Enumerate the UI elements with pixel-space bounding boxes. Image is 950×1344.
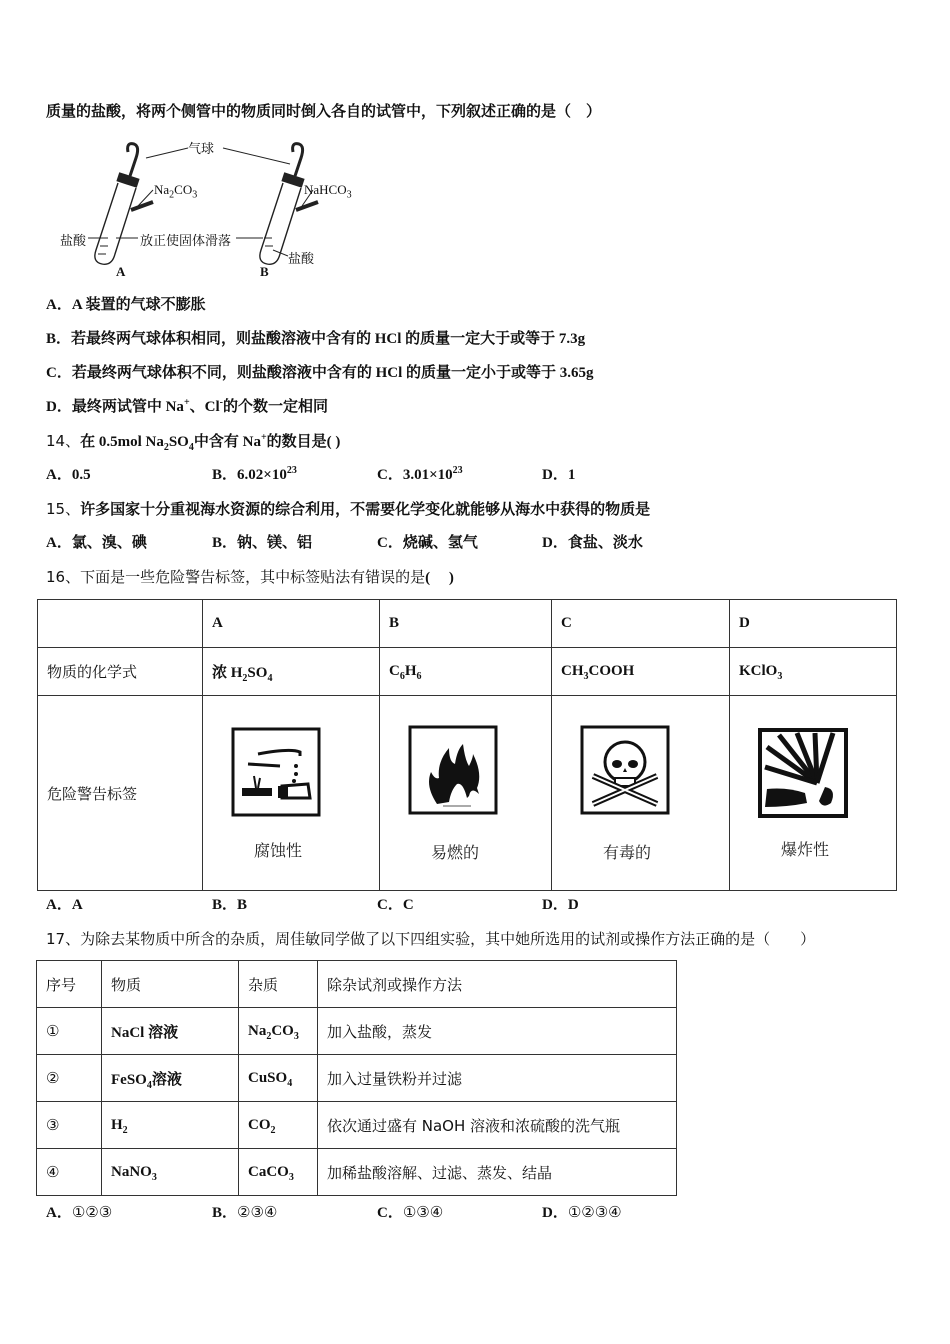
subscript: 2: [266, 1030, 272, 1042]
formula-text: KClO: [739, 663, 778, 679]
table-header-row: [37, 961, 677, 1008]
subscript: 4: [267, 673, 273, 684]
option-letter: A．: [46, 535, 72, 551]
table-header-a: A: [203, 600, 380, 648]
label-cell-d: [730, 696, 897, 891]
toxic-icon: [579, 724, 671, 816]
acid-label-right: 盐酸: [288, 252, 315, 267]
q13-stem: 质量的盐酸，将两个侧管中的物质同时倒入各自的试管中，下列叙述正确的是（ ）: [46, 104, 602, 120]
option-text: 若最终两气球体积相同，则盐酸溶液中含有的 HCl 的质量一定大于或等于 7.3g: [71, 331, 586, 347]
stem-text: 下面是一些危险警告标签，其中标签贴法有错误的是: [80, 568, 426, 586]
table-cell: [38, 600, 203, 648]
q15-option-d: [542, 533, 643, 553]
subscript: 6: [399, 671, 405, 682]
table-row: [37, 1055, 677, 1102]
impurity-removal-table: [36, 960, 677, 1196]
option-letter: C．: [377, 535, 403, 551]
q14-option-a: [46, 465, 91, 485]
table-header-d: D: [730, 600, 897, 648]
row-method: 加入盐酸，蒸发: [318, 1008, 677, 1055]
subscript: 4: [287, 1077, 293, 1089]
row-impurity: [239, 1055, 318, 1102]
option-text: B: [237, 897, 248, 913]
row-index: ①: [37, 1008, 102, 1055]
table-row: [38, 648, 897, 696]
subscript: 2: [270, 1124, 276, 1136]
table-row: [37, 1102, 677, 1149]
option-text: A: [71, 897, 83, 913]
formula-text: CuSO: [248, 1069, 288, 1086]
option-letter: A．: [46, 467, 72, 483]
option-letter: C．: [377, 897, 403, 913]
formula-text: Na: [248, 1022, 267, 1039]
option-letter: A．: [46, 897, 72, 913]
exponent: 23: [452, 465, 463, 476]
table-header-row: [38, 600, 897, 648]
option-letter: C．: [46, 365, 72, 381]
label-cell-b: [380, 696, 552, 891]
formula-text: CO: [248, 1116, 271, 1133]
subscript: 3: [151, 1171, 157, 1183]
row-substance: [102, 1102, 239, 1149]
superscript: +: [260, 432, 267, 443]
stem-text: SO: [168, 434, 189, 450]
option-text: D: [567, 897, 579, 913]
option-letter: B．: [212, 467, 238, 483]
option-letter: B．: [212, 897, 238, 913]
formula-cell-d: [730, 648, 897, 696]
q15-option-c: [377, 533, 478, 553]
nahco3-label: NaHCO$_3$: [304, 182, 352, 201]
formula-text: C: [389, 663, 400, 679]
label-cell-a: [203, 696, 380, 891]
q16-option-d: [542, 895, 579, 915]
row-impurity: [239, 1149, 318, 1196]
stem-text: 许多国家十分重视海水资源的综合利用，不需要化学变化就能够从海水中获得的物质是: [80, 502, 651, 518]
option-text: 6.02×10: [237, 467, 287, 483]
superscript: +: [183, 397, 190, 408]
na2co3-label: $Na_2CO_3$: [154, 182, 198, 201]
table-header-b: B: [380, 600, 552, 648]
answer-blank: ( ): [425, 570, 454, 586]
option-letter: C．: [377, 467, 403, 483]
option-letter: D．: [542, 897, 568, 913]
formula-text: SO: [247, 665, 268, 681]
q13-apparatus-figure: [58, 138, 368, 283]
formula-text: NaCl 溶液: [111, 1024, 179, 1041]
option-letter: A．: [46, 1205, 72, 1221]
middle-label: 放正使固体滑落: [140, 234, 232, 249]
subscript: 3: [293, 1030, 299, 1042]
subscript: 2: [122, 1124, 128, 1136]
option-text: 食盐、淡水: [567, 535, 643, 551]
subscript: 4: [146, 1079, 152, 1091]
q14-stem: [46, 431, 340, 452]
q17-stem: [46, 929, 815, 949]
row-index: ④: [37, 1149, 102, 1196]
subscript: 3: [288, 1171, 294, 1183]
subscript: 3: [583, 671, 589, 682]
row-index: ②: [37, 1055, 102, 1102]
acid-label-left: 盐酸: [60, 234, 87, 249]
option-text: ①②③④: [567, 1203, 622, 1221]
formula-text: CH: [561, 663, 584, 679]
corrosive-icon: [230, 726, 322, 818]
label-cell-c: [552, 696, 730, 891]
table-header-c: C: [552, 600, 730, 648]
q16-option-b: [212, 895, 247, 915]
option-letter: D．: [542, 535, 568, 551]
option-letter: D．: [542, 467, 568, 483]
row-substance: [102, 1008, 239, 1055]
test-tube-diagram: [58, 138, 368, 283]
option-text: 钠、镁、铝: [237, 535, 313, 551]
formula-cell-b: [380, 648, 552, 696]
hazard-label-table: [37, 599, 897, 891]
question-number: 17、: [46, 930, 81, 948]
table-row: [37, 1149, 677, 1196]
header-impurity: 杂质: [239, 961, 318, 1008]
option-text: 的个数一定相同: [223, 399, 329, 415]
formula-text: COOH: [588, 663, 635, 679]
q13-option-d: [46, 397, 328, 417]
row-impurity: [239, 1102, 318, 1149]
header-method: 除杂试剂或操作方法: [318, 961, 677, 1008]
row-method: 加入过量铁粉并过滤: [318, 1055, 677, 1102]
formula-text: CO: [271, 1022, 294, 1039]
formula-text: CaCO: [248, 1163, 289, 1180]
q13-option-b: [46, 329, 585, 349]
row-index: ③: [37, 1102, 102, 1149]
option-text: ①③④: [402, 1203, 444, 1221]
q15-option-a: [46, 533, 147, 553]
tube-b-label: B: [260, 264, 269, 279]
formula-cell-c: [552, 648, 730, 696]
label-caption: 腐蚀性: [254, 840, 303, 860]
header-index: 序号: [37, 961, 102, 1008]
formula-text: H: [111, 1116, 123, 1133]
option-letter: B．: [46, 331, 72, 347]
option-letter: D．: [542, 1205, 568, 1221]
formula-row-label: 物质的化学式: [38, 648, 203, 696]
q14-option-c: [377, 465, 463, 485]
tube-a-label: A: [116, 264, 126, 279]
stem-text: 中含有 Na: [193, 434, 261, 450]
formula-cell-a: [203, 648, 380, 696]
option-text: 3.01×10: [402, 467, 453, 483]
stem-text: 在 0.5mol Na: [80, 434, 164, 450]
subscript: 2: [163, 442, 169, 453]
option-text: 若最终两气球体积不同，则盐酸溶液中含有的 HCl 的质量一定小于或等于 3.65g: [71, 365, 594, 381]
option-text: C: [402, 897, 414, 913]
q17-option-a: [46, 1202, 112, 1223]
q16-option-a: [46, 895, 83, 915]
formula-text: H: [404, 663, 417, 679]
superscript: -: [219, 397, 223, 408]
q13-option-a: [46, 295, 206, 315]
option-text: 1: [567, 467, 576, 483]
q17-option-d: [542, 1202, 622, 1223]
exponent: 23: [286, 465, 297, 476]
label-caption: 爆炸性: [781, 839, 830, 859]
formula-text: 浓 H: [212, 665, 243, 681]
option-letter: B．: [212, 535, 238, 551]
table-row: [38, 696, 897, 891]
table-row: [37, 1008, 677, 1055]
label-caption: 易燃的: [431, 842, 480, 862]
stem-text: 的数目是( ): [266, 434, 341, 450]
label-row-label: 危险警告标签: [38, 696, 203, 891]
header-substance: 物质: [102, 961, 239, 1008]
formula-text: NaNO: [111, 1163, 152, 1180]
flammable-icon: [407, 724, 499, 816]
option-letter: B．: [212, 1205, 238, 1221]
option-letter: D．: [46, 399, 72, 415]
formula-text: 溶液: [151, 1071, 182, 1088]
option-text: 0.5: [71, 467, 91, 483]
option-text: 烧碱、氢气: [402, 535, 478, 551]
balloon-label: 气球: [188, 142, 215, 157]
question-number: 14、: [46, 432, 81, 450]
subscript: 4: [188, 442, 194, 453]
formula-text: FeSO: [111, 1071, 147, 1088]
q14-option-d: [542, 465, 575, 485]
stem-text: 为除去某物质中所含的杂质，周佳敏同学做了以下四组实验，其中她所选用的试剂或操作方法正确的是（ ）: [80, 930, 816, 948]
subscript: 6: [416, 671, 422, 682]
option-text: ①②③: [71, 1203, 113, 1221]
q15-stem: [46, 499, 650, 520]
subscript: 3: [777, 671, 783, 682]
option-text: A 装置的气球不膨胀: [71, 297, 206, 313]
subscript: 2: [242, 673, 248, 684]
option-text: 、Cl: [189, 399, 220, 415]
option-text: 最终两试管中 Na: [71, 399, 184, 415]
explosive-icon: [757, 727, 849, 819]
q13-option-c: [46, 363, 594, 383]
q16-option-c: [377, 895, 414, 915]
question-number: 15、: [46, 500, 81, 518]
q16-stem: [46, 567, 454, 588]
row-method: 加稀盐酸溶解、过滤、蒸发、结晶: [318, 1149, 677, 1196]
question-number: 16、: [46, 568, 81, 586]
label-caption: 有毒的: [603, 842, 652, 862]
row-impurity: [239, 1008, 318, 1055]
option-text: ②③④: [237, 1203, 278, 1221]
option-text: 氯、溴、碘: [71, 535, 147, 551]
q14-option-b: [212, 465, 297, 485]
row-substance: [102, 1149, 239, 1196]
q15-option-b: [212, 533, 312, 553]
q17-option-c: [377, 1202, 443, 1223]
option-letter: C．: [377, 1205, 403, 1221]
option-letter: A．: [46, 297, 72, 313]
row-substance: [102, 1055, 239, 1102]
q17-option-b: [212, 1202, 277, 1223]
row-method: 依次通过盛有 NaOH 溶液和浓硫酸的洗气瓶: [318, 1102, 677, 1149]
